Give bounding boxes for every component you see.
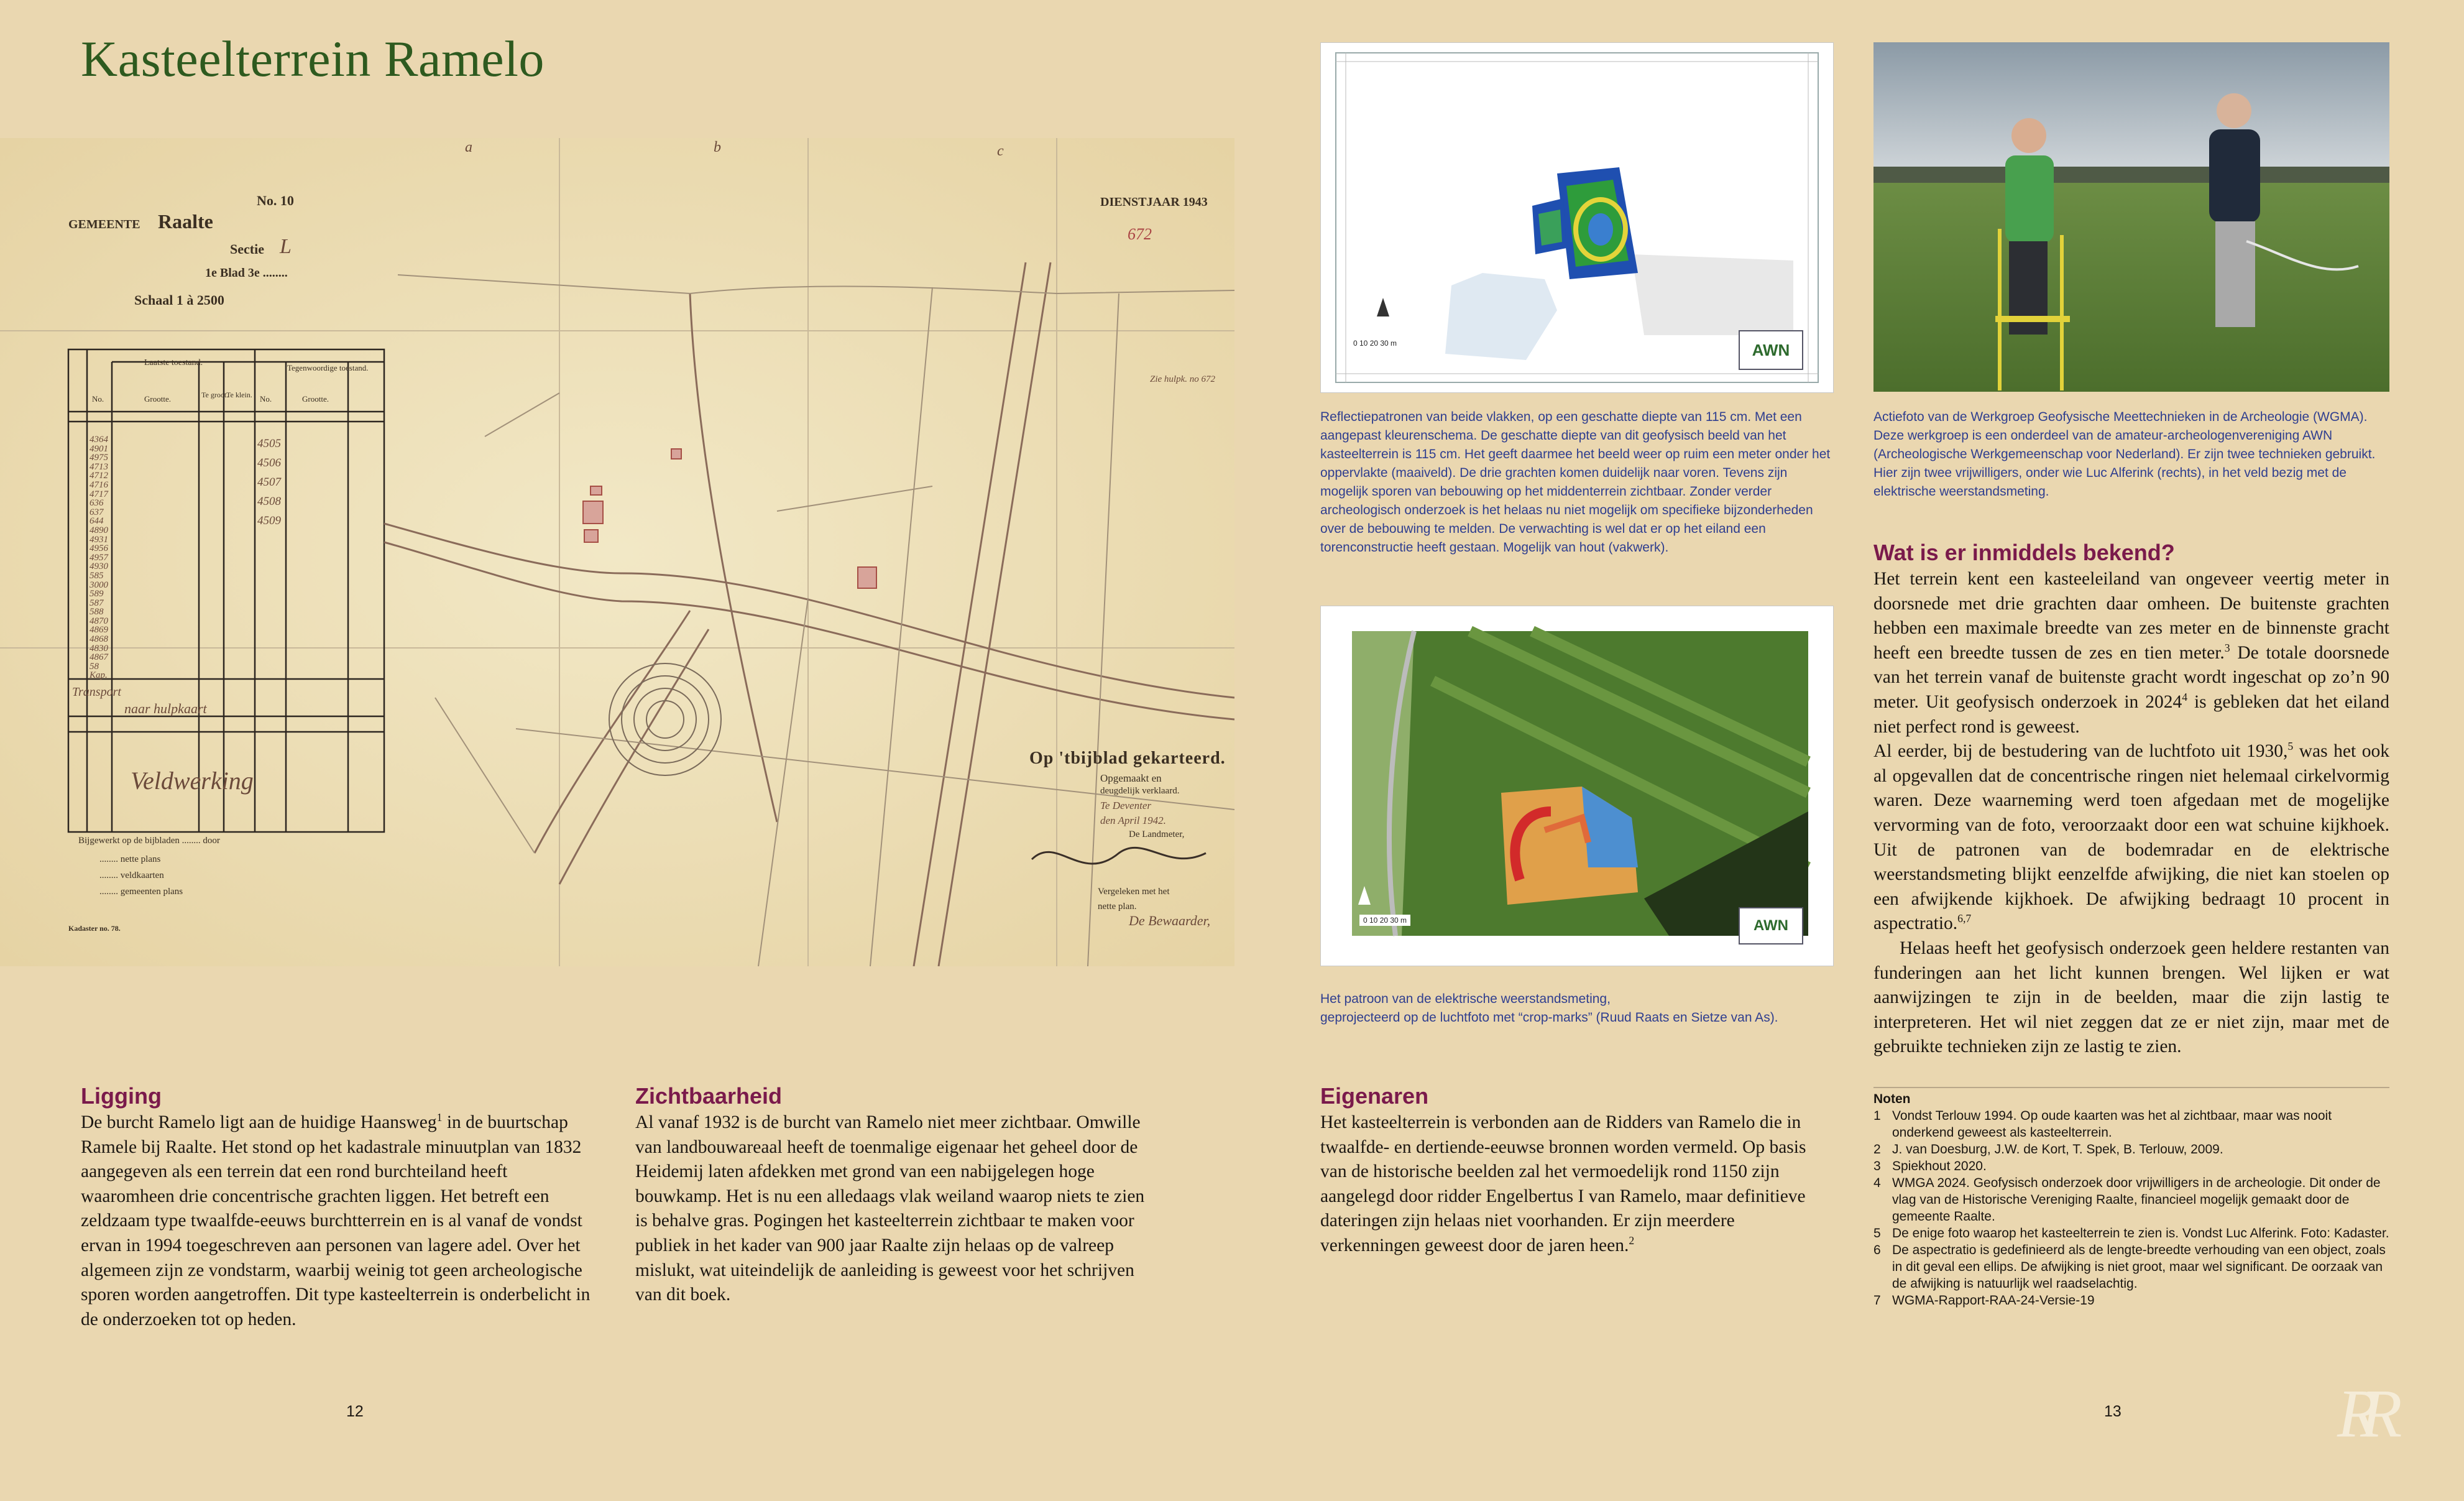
rr-logo: RR [2337, 1375, 2384, 1451]
map-table-number: 4975 [90, 453, 108, 463]
map-col-grootte: Grootte. [144, 394, 171, 404]
notes-heading: Noten [1873, 1092, 1911, 1106]
footnote-text: J. van Doesburg, J.W. de Kort, T. Spek, B. Terlouw, 2009. [1892, 1142, 2223, 1157]
map-col-grootte-2: Grootte. [302, 394, 329, 404]
map-table-head-right: Tegenwoordige toestand. [287, 363, 369, 372]
footnote-number: 2 [1873, 1142, 1881, 1157]
map-table-number: 4713 [90, 461, 108, 472]
page-number-right: 13 [2104, 1403, 2122, 1420]
page-number-left: 12 [346, 1403, 364, 1420]
map-transport: Transport [72, 685, 121, 699]
map-table-number: 4930 [90, 561, 108, 572]
map-table-number: 4364 [90, 435, 108, 445]
map-table-number: 4716 [90, 479, 108, 490]
notes-divider [1873, 1087, 2389, 1088]
map-table-numbers-left [90, 435, 114, 680]
map-table-number: 58 [90, 661, 99, 672]
fig3-caption [1320, 990, 1836, 1027]
footnote-number: 5 [1873, 1226, 1881, 1240]
map-number: No. 10 [257, 193, 294, 208]
map-col-c: c [997, 143, 1004, 159]
map-kadaster: Kadaster no. 78. [68, 924, 121, 933]
map-dienstjaar: DIENSTJAAR 1943 [1100, 195, 1208, 209]
section-heading-zichtbaarheid: Zichtbaarheid [635, 1083, 783, 1109]
map-opgemaakt-1: Opgemaakt en [1100, 772, 1162, 784]
map-opgemaakt-2: deugdelijk verklaard. [1100, 786, 1180, 796]
section-heading-ligging: Ligging [81, 1083, 162, 1109]
map-table-number: 4956 [90, 543, 108, 554]
map-table-number: Kap. [90, 670, 108, 681]
map-table-number: 4957 [90, 552, 108, 563]
map-table-number: 644 [90, 516, 104, 527]
section-heading-bekend: Wat is er inmiddels bekend? [1873, 540, 2175, 565]
map-table-number: 4890 [90, 525, 108, 535]
map-vergeleken-2: nette plan. [1098, 902, 1137, 912]
footnote-item [1873, 1141, 2389, 1158]
bekend-paragraph-1: Het terrein kent een kasteeleiland van ongeveer veertig meter in doorsnede met drie grachten daar omheen. De buitenste grachten hebben een maximale breedte van zes meter en de binnenste gracht heeft een breedte tussen de zes en tien meter.$^3$ De totale doorsnede van het terrein vanaf de buitenste gracht wordt ingeschat op zo’n 90 meter. Uit geofysisch onderzoek in 2024$^4$ is gebleken dat het eiland niet perfect rond is geweest. [1873, 569, 2389, 737]
map-gemeente-label: GEMEENTE [68, 218, 140, 231]
map-table-number: 4869 [90, 625, 108, 635]
map-gemeente-name: Raalte [158, 210, 213, 233]
map-table-number: 3000 [90, 580, 108, 590]
footnote-number: 3 [1873, 1159, 1881, 1173]
map-sectie-label: Sectie [230, 241, 264, 257]
map-hulpkaart-note: Zie hulpk. no 672 [1150, 374, 1215, 384]
map-table-number-right: 4505 [257, 437, 281, 450]
map-bijgewerkt-2: ........ nette plans [99, 854, 161, 864]
section-body-zichtbaarheid: Al vanaf 1932 is de burcht van Ramelo niet meer zichtbaar. Omwille van landbouwareaal heeft de toenmalige eigenaar het geheel door de Heidemij laten afdekken met grond van een nabijgelegen hoge bouwkamp. Het is nu een alledaags vlak weiland waarop niets te zien is behalve gras. Pogingen het kasteelterrein zichtbaar te maken voor publiek in het kader van 900 jaar Raalte zijn helaas op de valreep mislukt, wat uiteindelijk de aanleiding is geweest voor het schrijven van dit boek. [635, 1112, 1145, 1305]
map-bijgewerkt-4: ........ gemeenten plans [99, 887, 183, 897]
page-title: Kasteelterrein Ramelo [81, 30, 545, 87]
map-col-no-2: No. [260, 394, 272, 404]
awn-logo-2: AWN [1739, 907, 1803, 944]
footnotes [1873, 1091, 2389, 1309]
map-table-numbers-right [257, 434, 288, 530]
aerial-scale-bar: 0 10 20 30 m [1359, 915, 1410, 926]
footnote-item [1873, 1158, 2389, 1175]
map-table-number: 4931 [90, 534, 108, 545]
footnote-item [1873, 1292, 2389, 1309]
map-table-number: 4870 [90, 616, 108, 626]
footnote-text: De aspectratio is gedefinieerd als de lengte-breedte verhouding van een object, zoals in dit geval een ellips. De afwijking is niet groot, maar wel significant. De oorzaak van de afwijking is natuurlijk wel raadselachtig. [1892, 1243, 2386, 1291]
map-bijgewerkt-1: Bijgewerkt op de bijbladen ........ door [78, 836, 220, 846]
fig1-caption: Reflectiepatronen van beide vlakken, op een geschatte diepte van 115 cm. Met een aangepast kleurenschema. De geschatte diepte van dit geofysisch beeld van het kasteelterrein is 115 cm. Het geeft daarmee het beeld weer op ruim een meter onder het oppervlakte (maaiveld). De drie grachten komen duidelijk naar voren. Tevens zijn mogelijk sporen van bebouwing op het middenterrein zichtbaar. Zonder verder archeologisch onderzoek is het helaas nu niet mogelijk om specifieke bijzonderheden over de bebouwing te melden. De verwachting is wel dat er op het eiland een torenconstructie heeft gestaan. Mogelijk van hout (vakwerk). [1320, 410, 1831, 555]
footnote-number: 1 [1873, 1109, 1881, 1123]
footnote-item [1873, 1107, 2389, 1141]
map-table-number: 588 [90, 607, 104, 617]
map-table-number: 587 [90, 598, 104, 608]
cadastral-map-image [0, 138, 1234, 966]
map-veldwerking: Veldwerking [131, 767, 254, 795]
map-vergeleken-1: Vergeleken met het [1098, 887, 1170, 897]
map-table-number: 4830 [90, 643, 108, 654]
footnote-number: 6 [1873, 1243, 1881, 1257]
map-table-head-left: Laatste toestand. [144, 358, 203, 367]
footnote-number: 4 [1873, 1176, 1881, 1190]
fig2-caption: Actiefoto van de Werkgroep Geofysische Meettechnieken in de Archeologie (WGMA). Deze werkgroep is een onderdeel van de amateur-archeologenvereniging AWN (Archeologische Werkgemeenschap voor Nederland). Er zijn twee technieken gebruikt. Hier zijn twee vrijwilligers, onder wie Luc Alferink (rechts), in het veld bezig met de elektrische weerstandsmeting. [1873, 410, 2376, 499]
bekend-paragraph-2: Al eerder, bij de bestudering van de luchtfoto uit 1930,$^5$ was het ook al opgevallen dat de concentrische ringen niet helemaal cirkelvormig waren. Deze waarneming werd toen afgedaan met de mogelijke vervorming van de foto, veroorzaakt door een wat schuine kijkhoek. Uit de patronen van de bodemradar en de elektrische weerstandsmeting blijkt eenzelfde afwijking, die niet kan stoelen op een afwijkende kijkhoek. De afwijking bedraagt 10 procent in aspectratio.$^{6,7}$ [1873, 740, 2390, 934]
gpr-reflection-map [1320, 42, 1834, 393]
map-vergeleken-3: De Bewaarder, [1129, 913, 1211, 928]
awn-logo: AWN [1739, 330, 1803, 370]
section-body-ligging: De burcht Ramelo ligt aan de huidige Haansweg$^1$ in de buurtschap Ramele bij Raalte. Het stond op het kadastrale minuutplan van 1832 aangegeven als een terrein dat een rond burchteiland heeft waaromheen drie concentrische grachten liggen. Het betreft een zeldzaam type twaalfde-eeuws burchtterrein en is al vanaf de vondst ervan in 1994 toegeschreven aan personen van lagere adel. Over het algemeen zijn ze vondstarm, waarbij weinig tot geen archeologische sporen worden aangetroffen. Dit type kasteelterrein is onderbelicht in de onderzoeken tot op heden. [81, 1111, 591, 1329]
map-opgemaakt-3: Te Deventer [1100, 800, 1151, 811]
resistivity-aerial-map [1320, 606, 1834, 966]
map-table-number-right: 4507 [257, 476, 281, 489]
footnote-text: WMGA 2024. Geofysisch onderzoek door vrijwilligers in de archeologie. Dit onder de vlag van de Historische Vereniging Raalte, financieel mogelijk gemaakt door de gemeente Raalte. [1892, 1176, 2381, 1224]
map-col-te-groot: Te groot. [201, 390, 229, 399]
fig3-caption-line-1: Het patroon van de elektrische weerstandsmeting, [1320, 992, 1611, 1006]
map-col-no: No. [92, 394, 104, 404]
map-schaal: Schaal 1 à 2500 [134, 292, 224, 308]
map-table-number: 589 [90, 589, 104, 599]
footnote-text: Vondst Terlouw 1994. Op oude kaarten was het al zichtbaar, maar was nooit onderkend geweest als kasteelterrein. [1892, 1109, 2332, 1140]
map-bijgewerkt-3: ........ veldkaarten [99, 871, 164, 880]
map-col-a: a [465, 139, 472, 155]
map-table-number: 4868 [90, 634, 108, 645]
map-table-number: 637 [90, 507, 104, 517]
section-heading-eigenaren: Eigenaren [1320, 1083, 1429, 1109]
map-sectie-value: L [280, 235, 292, 258]
map-table-number: 4901 [90, 443, 108, 454]
footnote-text: Spiekhout 2020. [1892, 1159, 1987, 1173]
map-col-b: b [714, 139, 721, 155]
map-table-number: 636 [90, 498, 104, 509]
section-body-eigenaren: Het kasteelterrein is verbonden aan de Ridders van Ramelo die in twaalfde- en dertiende-eeuwse bronnen worden vermeld. Op basis van de historische beelden zal het vermoedelijk rond 1150 zijn aangelegd door ridder Engelbertus I van Ramelo, maar definitieve dateringen zijn helaas niet voorhanden. Er zijn meerdere verkenningen geweest door de jaren heen.$^2$ [1320, 1112, 1806, 1255]
map-code: 672 [1128, 225, 1152, 243]
footnote-text: De enige foto waarop het kasteelterrein te zien is. Vondst Luc Alferink. Foto: Kadaster. [1892, 1226, 2389, 1240]
field-photo [1873, 42, 2389, 392]
footnote-number: 7 [1873, 1293, 1881, 1308]
map-col-te-klein: Te klein. [226, 390, 252, 399]
bekend-paragraph-3: Helaas heeft het geofysisch onderzoek geen heldere restanten van funderingen aan het licht kunnen brengen. Wel lijken er wat aanwijzingen te zijn in de beelden, maar die zijn lastig te interpreteren. Het wil niet zeggen dat ze er niet zijn, maar met de gebruikte technieken zijn ze lastig te zien. [1873, 938, 2389, 1057]
map-table-number-right: 4509 [257, 514, 281, 527]
gpr-scale-bar: 0 10 20 30 m [1353, 339, 1397, 348]
fig3-caption-line-2: geprojecteerd op de luchtfoto met “crop-marks” (Ruud Raats en Sietze van As). [1320, 1010, 1778, 1025]
map-table-number: 4712 [90, 471, 108, 481]
map-table-number: 4717 [90, 489, 108, 499]
map-blad: 1e Blad 3e ........ [205, 266, 288, 280]
map-table-number-right: 4506 [257, 456, 281, 469]
map-op-bijblad: Op 'tbijblad gekarteerd. [1029, 749, 1226, 768]
footnote-item [1873, 1175, 2389, 1225]
section-body-bekend [1873, 567, 2389, 1060]
map-table-number-right: 4508 [257, 495, 281, 508]
footnote-text: WGMA-Rapport-RAA-24-Versie-19 [1892, 1293, 2095, 1308]
footnote-item [1873, 1242, 2389, 1292]
footnote-item [1873, 1225, 2389, 1242]
map-hulpkaart: naar hulpkaart [124, 701, 207, 716]
map-opgemaakt-4: den April 1942. [1100, 815, 1166, 826]
notes-list [1873, 1107, 2389, 1309]
map-table-number: 4867 [90, 652, 108, 663]
map-table-number: 585 [90, 570, 104, 581]
map-opgemaakt-5: De Landmeter, [1129, 829, 1185, 839]
